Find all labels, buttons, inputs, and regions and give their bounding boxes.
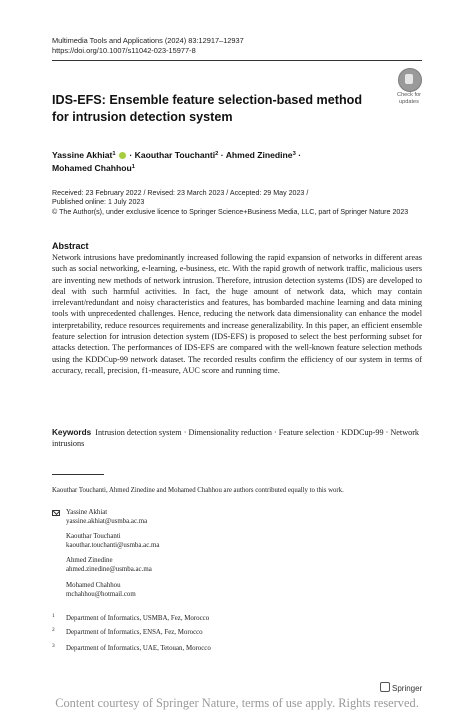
affiliation-text: Department of Informatics, USMBA, Fez, Morocco (66, 615, 210, 622)
publication-dates (52, 189, 422, 217)
springer-logo-icon (380, 682, 390, 692)
contact-name: Yassine Akhiat (66, 509, 108, 516)
check-for-updates-badge[interactable] (389, 68, 429, 108)
contact-name: Ahmed Zinedine (66, 557, 113, 564)
contact-entry (66, 582, 346, 599)
copyright-line: © The Author(s), under exclusive licence to Springer Science+Business Media, LLC, part of Springer Nature 2023 (52, 207, 409, 216)
contact-entry (66, 557, 346, 574)
author-affil-sup: 2 (215, 151, 219, 157)
contact-email[interactable]: yassine.akhiat@usmba.ac.ma (66, 517, 148, 525)
abstract-heading: Abstract (52, 241, 89, 251)
footnote-rule (52, 474, 104, 475)
publisher-mark (380, 682, 422, 694)
affiliation-text: Department of Informatics, UAE, Tetouan, Morocco (66, 645, 211, 652)
affiliation-number: 1 (52, 613, 55, 619)
author-name[interactable]: Ahmed Zinedine (225, 150, 293, 160)
contact-email[interactable]: mchahhou@hotmail.com (66, 590, 136, 598)
publisher-name: Springer (392, 684, 423, 693)
header-rule (52, 60, 422, 61)
contact-email[interactable]: ahmed.zinedine@usmba.ac.ma (66, 565, 152, 573)
author-name[interactable]: Mohamed Chahhou (52, 162, 132, 173)
keywords (52, 427, 427, 450)
journal-doi[interactable]: https://doi.org/10.1007/s11042-023-15977-8 (52, 45, 196, 55)
author-name[interactable]: Kaouthar Touchanti (134, 150, 216, 160)
contribution-note: Kaouthar Touchanti, Ahmed Zinedine and Mohamed Chahhou are authors contributed equally to this work. (52, 487, 344, 494)
check-updates-label: Check for updates (397, 92, 421, 105)
paper-title: IDS-EFS: Ensemble feature selection-based method for intrusion detection system (52, 93, 363, 124)
orcid-icon[interactable] (119, 152, 126, 159)
author-list: Yassine Akhiat$^1$ · Kaouthar Touchanti$^2$ · Ahmed Zinedine$^3$ · Mohamed Chahhou$^1$ (52, 150, 302, 173)
journal-header (52, 36, 244, 55)
keywords-label: Keywords (52, 428, 92, 437)
author-affil-sup: 1 (131, 163, 135, 170)
affiliation-number: 3 (52, 643, 55, 649)
check-updates-icon (398, 68, 422, 92)
contact-entry (66, 509, 346, 526)
author-affil-sup: 3 (292, 151, 296, 157)
journal-citation: Multimedia Tools and Applications (2024) 83:12917–12937 (52, 36, 244, 45)
envelope-icon (52, 510, 60, 516)
abstract-text: Network intrusions have predominantly increased following the rapid expansion of networks in different areas such as social networking, e-learning, e-business, etc. With the rapid growth of network traffic, malicious users are inventing new methods of network intrusion. Therefore, intrusion detection systems (IDS) are developed to deal with such harmful activities. In fact, the huge amount of network data, which may contain irrelevant/redundant and noisy characteristics and features, has bombarded machine learning and data mining tools with unprecedented challenges. Hence, reducing the network data dimensionality can enhance the model interpretability, reduce resources requirements and increase generalizability. In this paper, an efficient ensemble feature selection for intrusion detection system (IDS-EFS) is proposed to select the best performing subset for attacks detection. The performances of IDS-EFS are compared with the well-known feature selection methods using the KDDCup-99 network dataset. The recorded results confirm the efficiency of our system in terms of accuracy, recall, precision, f1-measure, AUC score and running time. (52, 253, 422, 375)
contact-entry (66, 533, 346, 550)
contact-email[interactable]: kaouthar.touchanti@usmba.ac.ma (66, 541, 160, 549)
keywords-text: Intrusion detection system · Dimensionality reduction · Feature selection · KDDCup-99 · Network intrusions (52, 428, 420, 449)
dates-line: Published online: 1 July 2023 (52, 198, 145, 207)
affiliation-number: 2 (52, 627, 55, 633)
contact-name: Kaouthar Touchanti (66, 533, 121, 540)
author-affil-sup: 1 (112, 151, 116, 157)
author-name[interactable]: Yassine Akhiat (52, 150, 113, 160)
affiliation-text: Department of Informatics, ENSA, Fez, Morocco (66, 629, 203, 636)
contact-name: Mohamed Chahhou (66, 582, 121, 589)
dates-line: Received: 23 February 2022 / Revised: 23 March 2023 / Accepted: 29 May 2023 / (52, 189, 309, 197)
courtesy-watermark: Content courtesy of Springer Nature, terms of use apply. Rights reserved. (55, 696, 419, 710)
